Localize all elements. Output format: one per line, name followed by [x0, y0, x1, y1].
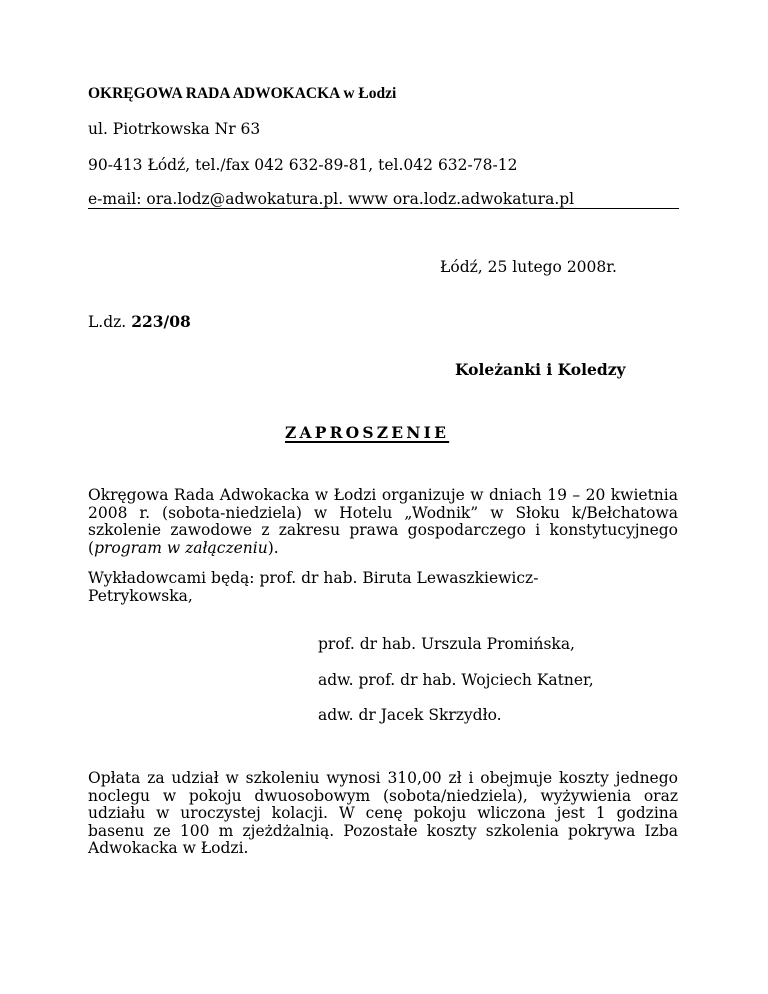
- greeting: Koleżanki i Koledzy: [455, 360, 626, 379]
- lecturer-item: adw. prof. dr hab. Wojciech Katner,: [318, 671, 594, 689]
- lecturers-intro-line: Wykładowcami będą: prof. dr hab. Biruta Lewaszkiewicz-: [88, 569, 539, 587]
- contact-email-line: e-mail: ora.lodz@adwokatura.pl. www ora.lodz.adwokatura.pl: [88, 190, 575, 208]
- reference-value: 223/08: [131, 312, 191, 331]
- letter-date: Łódź, 25 lutego 2008r.: [440, 258, 617, 276]
- reference-label: L.dz.: [88, 313, 127, 331]
- lecturer-item: adw. dr Jacek Skrzydło.: [318, 706, 502, 724]
- reference-number: [88, 312, 191, 331]
- lecturer-item: prof. dr hab. Urszula Promińska,: [318, 635, 575, 653]
- document-title: ZAPROSZENIE: [285, 423, 450, 442]
- organization-name: OKRĘGOWA RADA ADWOKACKA w Łodzi: [88, 85, 397, 102]
- invitation-paragraph: [88, 487, 678, 557]
- address-line: ul. Piotrkowska Nr 63: [88, 120, 261, 138]
- paragraph-end: ).: [267, 538, 279, 557]
- lecturers-intro-cont: Petrykowska,: [88, 586, 193, 605]
- contact-phone-line: 90-413 Łódź, tel./fax 042 632-89-81, tel.042 632-78-12: [88, 156, 518, 174]
- fee-paragraph: Opłata za udział w szkoleniu wynosi 310,00 zł i obejmuje koszty jednego noclegu w pokoju dwuosobowym (sobota/niedziela), wyżywienia oraz udziału w uroczystej kolacji. W cenę pokoju wliczona jest 1 godzina basenu ze 100 m zjeżdżalnią. Pozostałe koszty szkolenia pokrywa Izba Adwokacka w Łodzi.: [88, 769, 678, 857]
- paragraph-italic-text: program w załączeniu: [94, 538, 268, 557]
- lecturers-intro: [88, 570, 678, 605]
- letterhead-divider: [88, 208, 679, 209]
- paragraph-text: Okręgowa Rada Adwokacka w Łodzi organizuje w dniach 19 – 20 kwietnia 2008 r. (sobota-niedziela) w Hotelu „Wodnik” w Słoku k/Bełchatowa szkolenie zawodowe z zakresu prawa gospodarczego i konstytucyjnego (: [88, 486, 678, 557]
